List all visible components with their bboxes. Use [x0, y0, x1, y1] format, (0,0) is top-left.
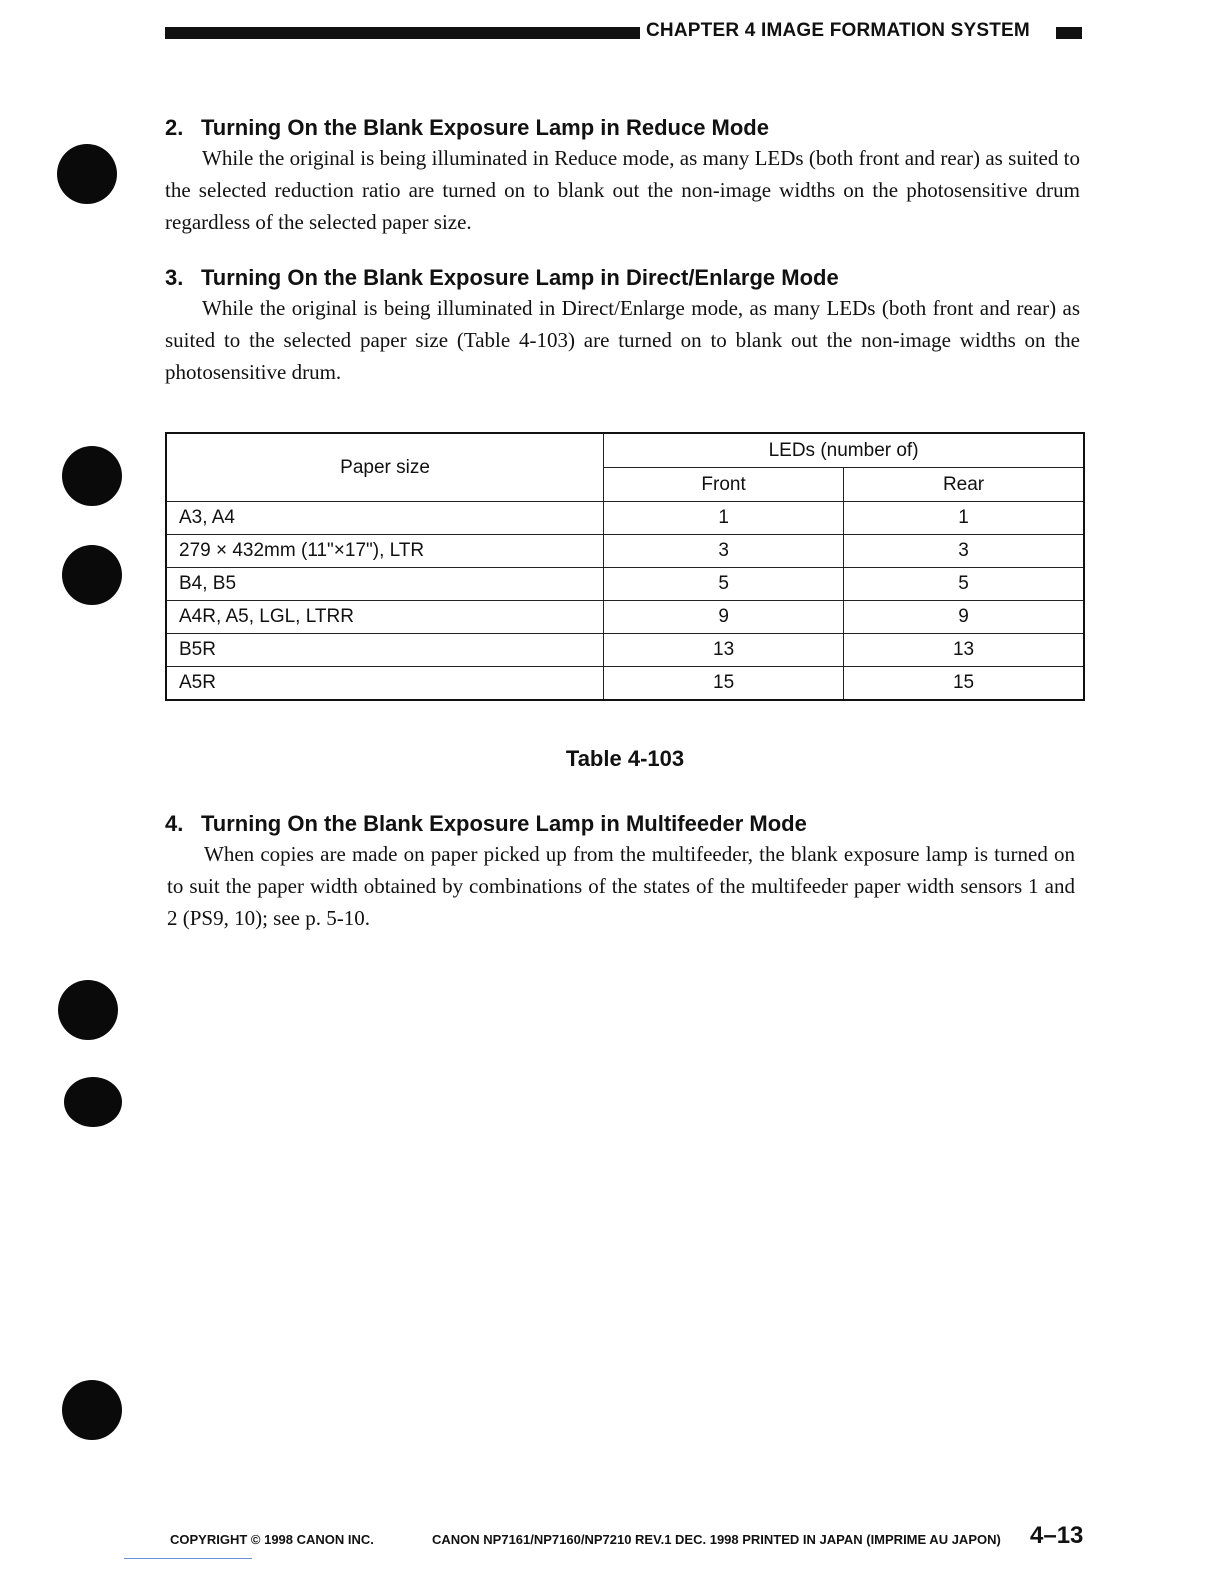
table-row [166, 601, 1084, 634]
section-heading: Turning On the Blank Exposure Lamp in Direct/Enlarge Mode [201, 265, 839, 290]
leds-group-header: LEDs (number of) [604, 433, 1084, 468]
table-row [166, 502, 1084, 535]
paper-size-cell: B5R [166, 634, 604, 667]
header-end-mark [1056, 27, 1082, 39]
chapter-header: CHAPTER 4 IMAGE FORMATION SYSTEM [646, 20, 1030, 41]
paper-size-cell: A3, A4 [166, 502, 604, 535]
punch-hole [58, 980, 118, 1040]
front-cell: 9 [604, 601, 844, 634]
section-number: 3. [165, 265, 184, 290]
header-rule [165, 27, 640, 39]
section-number: 4. [165, 811, 184, 836]
led-table [165, 432, 1085, 701]
front-header: Front [604, 468, 844, 502]
section-number: 2. [165, 115, 184, 140]
section-2-text: While the original is being illuminated in Reduce mode, as many LEDs (both front and rear) as suited to the selected reduction ratio are turned on to blank out the non-image widths on the photosensitive drum regardless of the selected paper size. [165, 146, 1080, 234]
rear-cell: 13 [844, 634, 1084, 667]
front-cell: 5 [604, 568, 844, 601]
section-3-text: While the original is being illuminated in Direct/Enlarge mode, as many LEDs (both front and rear) as suited to the selected paper size (Table 4-103) are turned on to blank out the non-image widths on the photosensitive drum. [165, 296, 1080, 384]
table-row [166, 535, 1084, 568]
punch-hole [57, 144, 117, 204]
section-4-text: When copies are made on paper picked up from the multifeeder, the blank exposure lamp is turned on to suit the paper width obtained by combinations of the states of the multifeeder paper width sensors 1 and 2 (PS9, 10); see p. 5-10. [167, 842, 1075, 930]
punch-hole [62, 446, 122, 506]
table-row [166, 634, 1084, 667]
rear-cell: 3 [844, 535, 1084, 568]
paper-size-cell: A5R [166, 667, 604, 701]
table-row [166, 667, 1084, 701]
table-row [166, 568, 1084, 601]
front-cell: 3 [604, 535, 844, 568]
footer-underline [124, 1558, 252, 1559]
punch-hole [62, 545, 122, 605]
rear-cell: 1 [844, 502, 1084, 535]
footer-copyright: COPYRIGHT © 1998 CANON INC. [170, 1532, 374, 1547]
section-heading: Turning On the Blank Exposure Lamp in Multifeeder Mode [201, 811, 807, 836]
section-2-title [165, 115, 769, 141]
paper-size-cell: 279 × 432mm (11"×17"), LTR [166, 535, 604, 568]
section-3-title [165, 265, 839, 291]
punch-hole [62, 1380, 122, 1440]
table-caption: Table 4-103 [565, 746, 685, 771]
rear-cell: 5 [844, 568, 1084, 601]
paper-size-cell: B4, B5 [166, 568, 604, 601]
punch-hole [64, 1077, 122, 1127]
footer-model-info: CANON NP7161/NP7160/NP7210 REV.1 DEC. 1998 PRINTED IN JAPAN (IMPRIME AU JAPON) [432, 1532, 1001, 1547]
front-cell: 15 [604, 667, 844, 701]
rear-cell: 15 [844, 667, 1084, 701]
page-number: 4–13 [1030, 1522, 1084, 1549]
section-heading: Turning On the Blank Exposure Lamp in Reduce Mode [201, 115, 769, 140]
section-4-title [165, 811, 807, 837]
paper-size-cell: A4R, A5, LGL, LTRR [166, 601, 604, 634]
rear-cell: 9 [844, 601, 1084, 634]
rear-header: Rear [844, 468, 1084, 502]
front-cell: 1 [604, 502, 844, 535]
paper-size-header: Paper size [166, 433, 604, 502]
front-cell: 13 [604, 634, 844, 667]
